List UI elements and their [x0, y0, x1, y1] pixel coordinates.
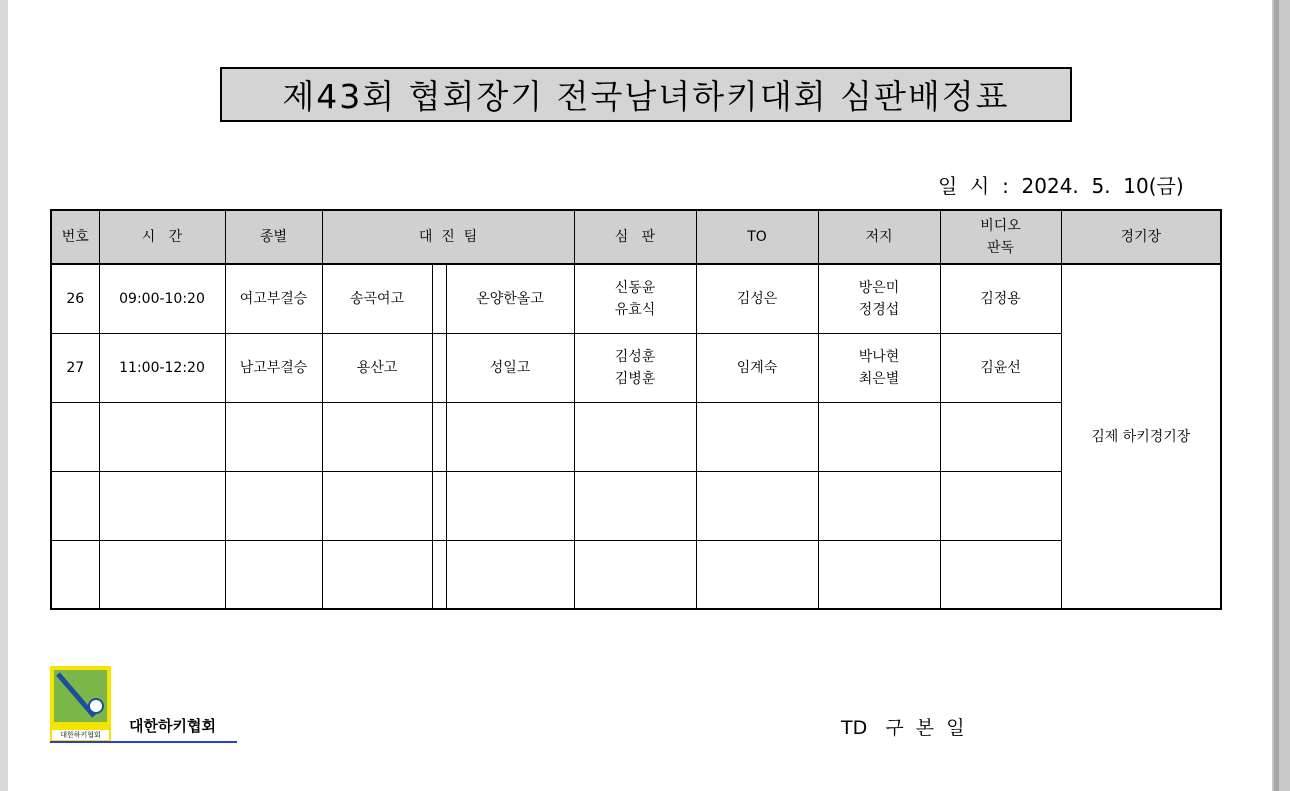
- cell-time: 11:00-12:20: [99, 333, 225, 402]
- referee-name: 신동윤: [614, 279, 656, 296]
- cell-no: 27: [51, 333, 99, 402]
- header-category: 종별: [225, 210, 322, 264]
- referee-name: 김성훈: [614, 348, 656, 365]
- hockey-logo-icon: [54, 670, 107, 722]
- header-time: 시 간: [99, 210, 225, 264]
- date-line: 일 시 : 2024. 5. 10(금): [938, 174, 1184, 198]
- empty-row: [51, 540, 1221, 609]
- scorer-name: 최은별: [858, 370, 900, 387]
- organization-underline: [50, 741, 237, 743]
- header-referee: 심 판: [574, 210, 696, 264]
- cell-divider: [432, 264, 446, 333]
- cell-team-a: 송곡여고: [322, 264, 432, 333]
- scorer-name: 정경섭: [858, 301, 900, 318]
- referee-name: 유효식: [614, 301, 656, 318]
- header-video-line1: 비디오: [980, 218, 1021, 234]
- empty-row: [51, 471, 1221, 540]
- cell-video: 김정용: [940, 264, 1061, 333]
- header-match: 대 진 팀: [322, 210, 574, 264]
- logo-label: 대한하키협회: [52, 730, 109, 740]
- cell-scorer: [818, 264, 940, 333]
- cell-team-a: 용산고: [322, 333, 432, 402]
- cell-video: 김윤선: [940, 333, 1061, 402]
- td-signature: TD 구 본 일: [841, 717, 965, 739]
- document-page: [8, 0, 1272, 791]
- cell-no: 26: [51, 264, 99, 333]
- header-row: [51, 210, 1221, 264]
- referee-name: 김병훈: [614, 370, 656, 387]
- cell-venue: 김제 하키경기장: [1061, 264, 1221, 609]
- cell-category: 남고부결승: [225, 333, 322, 402]
- cell-referee: [574, 333, 696, 402]
- scorer-name: 박나현: [858, 348, 900, 365]
- association-logo: [50, 666, 111, 743]
- cell-team-b: 온양한올고: [446, 264, 574, 333]
- header-to: TO: [696, 210, 818, 264]
- empty-row: [51, 402, 1221, 471]
- page-title: [220, 67, 1072, 122]
- cell-to: 임계숙: [696, 333, 818, 402]
- organization-name: 대한하키협회: [129, 717, 216, 735]
- scorer-name: 방은미: [858, 279, 900, 296]
- header-venue: 경기장: [1061, 210, 1221, 264]
- header-video-line2: 판독: [986, 240, 1015, 256]
- cell-team-b: 성일고: [446, 333, 574, 402]
- cell-to: 김성은: [696, 264, 818, 333]
- table-row: [51, 264, 1221, 333]
- header-scorer: 저지: [818, 210, 940, 264]
- cell-time: 09:00-10:20: [99, 264, 225, 333]
- page-title-text: 제43회 협회장기 전국남녀하키대회 심판배정표: [282, 77, 1010, 116]
- cell-divider: [432, 333, 446, 402]
- schedule-table: [50, 209, 1222, 610]
- header-video: [940, 210, 1061, 264]
- table-row: [51, 333, 1221, 402]
- cell-scorer: [818, 333, 940, 402]
- cell-category: 여고부결승: [225, 264, 322, 333]
- cell-referee: [574, 264, 696, 333]
- scrollbar[interactable]: [1272, 0, 1290, 791]
- header-no: 번호: [51, 210, 99, 264]
